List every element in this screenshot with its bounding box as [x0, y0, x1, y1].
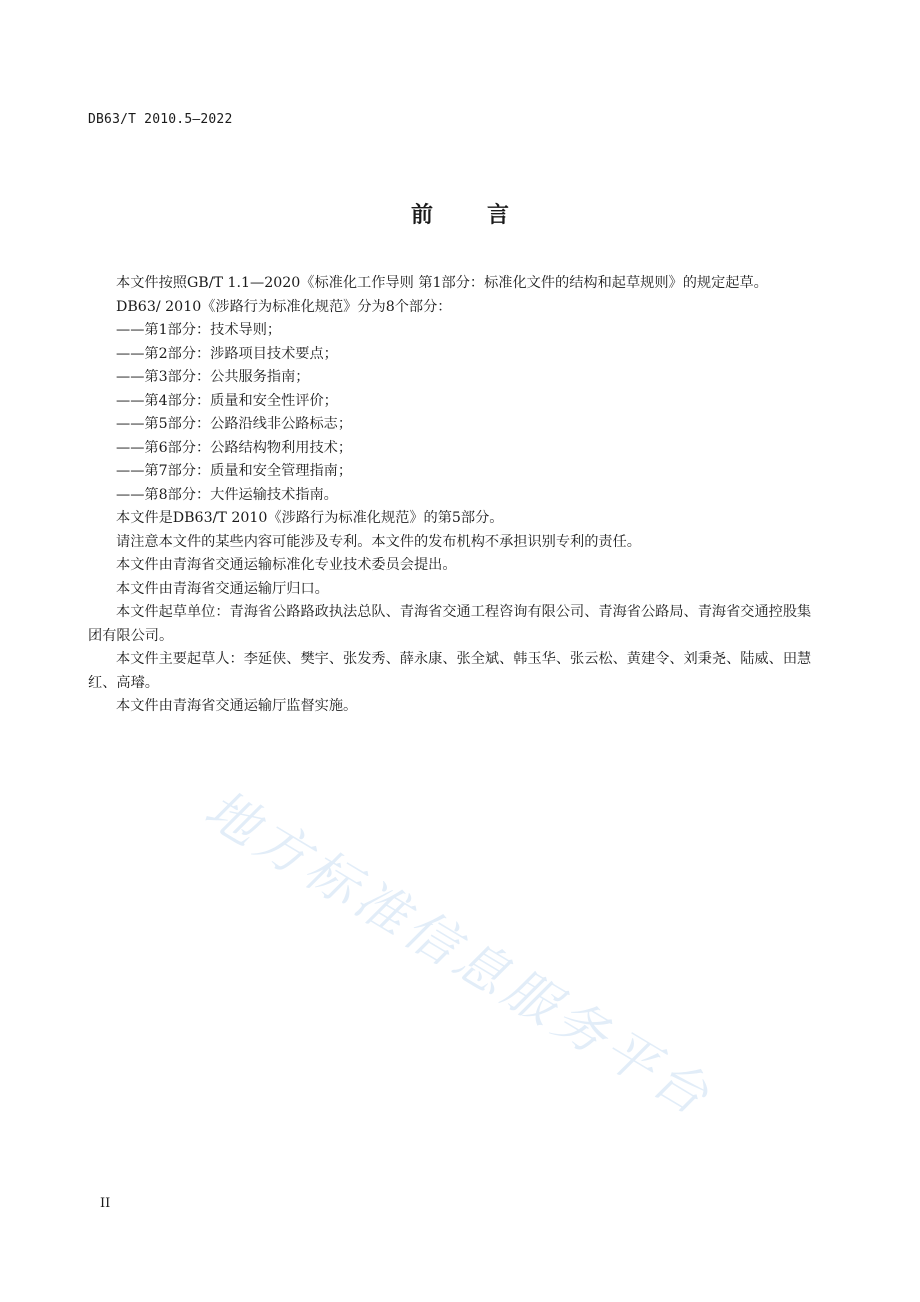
paragraph-drafters: 本文件主要起草人：李延侠、樊宇、张发秀、薛永康、张全斌、韩玉华、张云松、黄建令、刘秉尧、陆威、田慧红、高璿。	[88, 651, 812, 691]
page-title	[0, 198, 920, 229]
page-number: II	[100, 1196, 111, 1211]
title-char-1: 前	[410, 203, 433, 228]
watermark: 地方标准信息服务平台	[194, 779, 723, 1130]
paragraph-drafting-basis: 本文件按照GB/T 1.1—2020《标准化工作导则 第1部分：标准化文件的结构和起草规则》的规定起草。	[116, 275, 768, 291]
list-item-part-2: ——第2部分：涉路项目技术要点；	[116, 345, 338, 362]
paragraph-drafting-units: 本文件起草单位：青海省公路路政执法总队、青海省交通工程咨询有限公司、青海省公路局、青海省交通控股集团有限公司。	[88, 604, 812, 644]
list-item-part-6: ——第6部分：公路结构物利用技术；	[116, 439, 353, 456]
paragraph-patent-notice: 请注意本文件的某些内容可能涉及专利。本文件的发布机构不承担识别专利的责任。	[116, 533, 641, 550]
preface-body	[88, 272, 816, 719]
document-code: DB63/T 2010.5—2022	[88, 112, 233, 127]
paragraph-parts-intro: DB63/ 2010《涉路行为标准化规范》分为8个部分：	[116, 298, 452, 315]
title-char-2: 言	[487, 203, 510, 228]
paragraph-supervision: 本文件由青海省交通运输厅监督实施。	[116, 698, 358, 714]
list-item-part-7: ——第7部分：质量和安全管理指南；	[116, 463, 353, 479]
list-item-part-5: ——第5部分：公路沿线非公路标志；	[116, 416, 353, 432]
paragraph-this-part: 本文件是DB63/T 2010《涉路行为标准化规范》的第5部分。	[116, 510, 504, 526]
list-item-part-4: ——第4部分：质量和安全性评价；	[116, 392, 338, 409]
list-item-part-1: ——第1部分：技术导则；	[116, 322, 282, 338]
paragraph-proposed-by: 本文件由青海省交通运输标准化专业技术委员会提出。	[116, 557, 457, 573]
paragraph-managed-by: 本文件由青海省交通运输厅归口。	[116, 580, 329, 597]
list-item-part-3: ——第3部分：公共服务指南；	[116, 369, 310, 385]
list-item-part-8: ——第8部分：大件运输技术指南。	[116, 486, 338, 503]
